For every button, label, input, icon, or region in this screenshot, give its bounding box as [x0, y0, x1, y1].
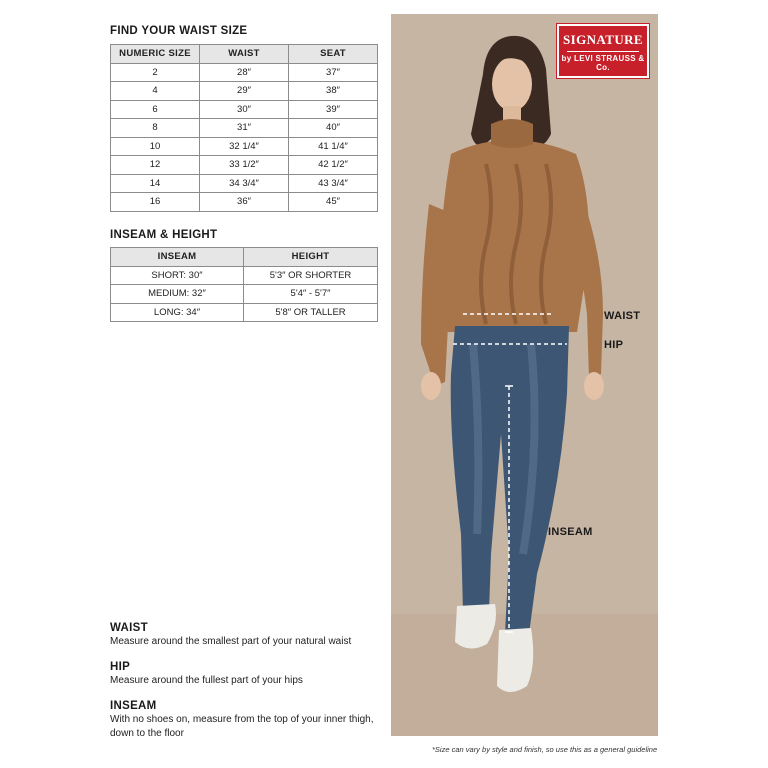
waist-cell: 29″	[200, 82, 289, 101]
waist-definition-title: WAIST	[110, 622, 148, 634]
numeric-size-cell: 12	[111, 156, 200, 175]
numeric-size-cell: 14	[111, 174, 200, 193]
table-row	[111, 82, 378, 101]
waist-photo-label: WAIST	[604, 310, 641, 322]
column-header-height: HEIGHT	[244, 248, 378, 267]
inseam-cell: LONG: 34″	[111, 303, 244, 322]
table-row	[111, 285, 378, 304]
logo-divider	[567, 51, 639, 52]
waist-cell: 32 1/4″	[200, 137, 289, 156]
inseam-cell: MEDIUM: 32″	[111, 285, 244, 304]
hip-photo-label: HIP	[604, 339, 624, 351]
waist-definition-text: Measure around the smallest part of your natural waist	[110, 636, 352, 647]
logo-brand-text: by LEVI STRAUSS & Co.	[561, 54, 645, 72]
model-illustration	[391, 14, 658, 736]
seat-cell: 40″	[289, 119, 378, 138]
seat-cell: 39″	[289, 100, 378, 119]
height-cell: 5'4″ - 5'7″	[244, 285, 378, 304]
numeric-size-cell: 10	[111, 137, 200, 156]
waist-cell: 33 1/2″	[200, 156, 289, 175]
column-header-inseam: INSEAM	[111, 248, 244, 267]
waist-table-header-row	[111, 45, 378, 64]
numeric-size-cell: 16	[111, 193, 200, 212]
inseam-definition-text: With no shoes on, measure from the top of your inner thigh, down to the floor	[110, 714, 374, 739]
table-row	[111, 303, 378, 322]
table-row	[111, 137, 378, 156]
table-row	[111, 100, 378, 119]
numeric-size-cell: 8	[111, 119, 200, 138]
seat-cell: 37″	[289, 63, 378, 82]
brand-logo	[557, 24, 649, 78]
table-row	[111, 266, 378, 285]
inseam-height-table	[110, 247, 378, 322]
model-photo	[391, 14, 658, 736]
table-row	[111, 119, 378, 138]
table-row	[111, 63, 378, 82]
hip-definition-title: HIP	[110, 661, 131, 673]
waist-cell: 30″	[200, 100, 289, 119]
inseam-definition-title: INSEAM	[110, 700, 157, 712]
seat-cell: 38″	[289, 82, 378, 101]
table-row	[111, 193, 378, 212]
height-cell: 5'8″ OR TALLER	[244, 303, 378, 322]
column-header-numeric-size: NUMERIC SIZE	[111, 45, 200, 64]
seat-cell: 43 3/4″	[289, 174, 378, 193]
inseam-cell: SHORT: 30″	[111, 266, 244, 285]
column-header-waist: WAIST	[200, 45, 289, 64]
hip-definition-text: Measure around the fullest part of your hips	[110, 675, 303, 686]
column-header-seat: SEAT	[289, 45, 378, 64]
waist-cell: 28″	[200, 63, 289, 82]
seat-cell: 41 1/4″	[289, 137, 378, 156]
waist-cell: 36″	[200, 193, 289, 212]
height-cell: 5'3″ OR SHORTER	[244, 266, 378, 285]
waist-cell: 31″	[200, 119, 289, 138]
logo-signature-text: SIGNATURE	[563, 32, 643, 47]
waist-table-title: FIND YOUR WAIST SIZE	[110, 25, 248, 37]
inseam-table-header-row	[111, 248, 378, 267]
numeric-size-cell: 2	[111, 63, 200, 82]
inseam-table-title: INSEAM & HEIGHT	[110, 229, 218, 241]
inseam-photo-label: INSEAM	[548, 526, 593, 538]
waist-cell: 34 3/4″	[200, 174, 289, 193]
numeric-size-cell: 4	[111, 82, 200, 101]
table-row	[111, 174, 378, 193]
numeric-size-cell: 6	[111, 100, 200, 119]
seat-cell: 42 1/2″	[289, 156, 378, 175]
table-row	[111, 156, 378, 175]
seat-cell: 45″	[289, 193, 378, 212]
waist-size-table	[110, 44, 378, 212]
sizing-footnote: *Size can vary by style and finish, so use this as a general guideline	[432, 745, 658, 754]
